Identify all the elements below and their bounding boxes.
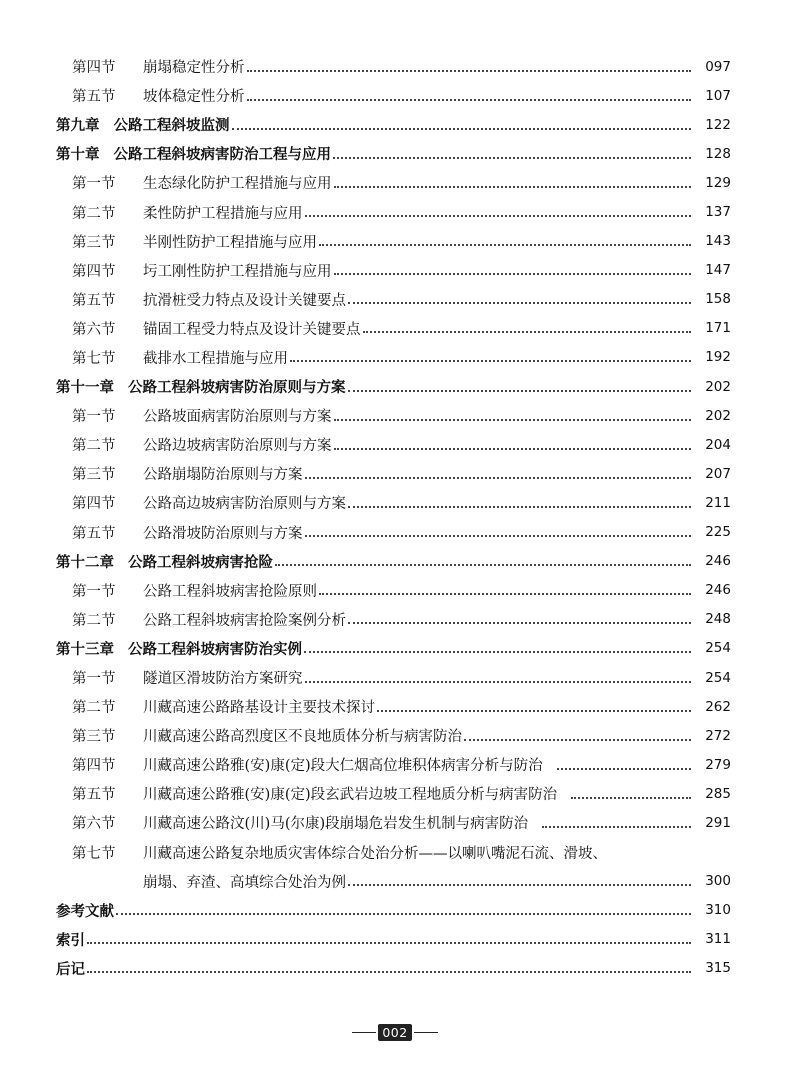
toc-page-number: 147 [705, 262, 731, 279]
toc-entry-title: 川藏高速公路复杂地质灾害体综合处治分析——以喇叭嘴泥石流、滑坡、 [143, 845, 607, 862]
toc-page-number: 129 [705, 174, 731, 191]
toc-dot-leader [305, 535, 692, 537]
toc-dot-leader [304, 651, 691, 653]
page-footer [0, 1024, 790, 1041]
toc-entry-number: 第一节 [72, 176, 116, 193]
toc-entry-number: 第二节 [72, 612, 116, 629]
toc-page-number: 207 [705, 465, 731, 482]
toc-page-number: 171 [705, 320, 731, 337]
toc-dot-leader [334, 419, 692, 421]
toc-entry-title: 公路工程斜坡监测 [113, 118, 230, 135]
toc-dot-leader [348, 622, 691, 624]
toc-section-row [0, 343, 790, 372]
toc-page-number: 279 [705, 756, 731, 773]
toc-page-number: 097 [705, 58, 731, 75]
toc-section-row [0, 779, 790, 808]
toc-entry-title: 公路工程斜坡病害防治实例 [128, 641, 302, 658]
toc-dot-leader [334, 448, 692, 450]
toc-entry-label [72, 231, 317, 252]
toc-entry-label [72, 696, 375, 717]
toc-page-number: 107 [705, 87, 731, 104]
toc-entry-title: 隧道区滑坡防治方案研究 [143, 671, 303, 688]
toc-entry-number: 第六节 [72, 321, 116, 338]
toc-entry-title: 川藏高速公路路基设计主要技术探讨 [143, 700, 375, 717]
toc-page-number: 122 [705, 116, 731, 133]
toc-entry-title: 崩塌、弃渣、高填综合处治为例 [143, 874, 346, 891]
toc-page-number: 291 [705, 814, 731, 831]
toc-dot-leader [557, 768, 691, 770]
toc-dot-leader [464, 739, 691, 741]
toc-entry-title: 公路工程斜坡病害抢险 [128, 554, 273, 571]
toc-entry-label [72, 492, 346, 513]
toc-entry-title: 公路坡面病害防治原则与方案 [143, 409, 332, 426]
toc-chapter-row [0, 139, 790, 168]
toc-section-row [0, 663, 790, 692]
toc-chapter-row [0, 110, 790, 139]
toc-page-number: 202 [705, 378, 731, 395]
toc-entry-label [56, 114, 230, 135]
toc-entry-number: 第十二章 [56, 554, 114, 571]
toc-page-number: 246 [705, 553, 731, 570]
toc-page-number: 300 [705, 873, 731, 890]
toc-dot-leader [571, 797, 691, 799]
toc-entry-number: 第四节 [72, 758, 116, 775]
footer-page-number: 002 [378, 1024, 411, 1041]
toc-entry-title: 截排水工程措施与应用 [143, 350, 288, 367]
toc-section-row [0, 314, 790, 343]
toc-dot-leader [319, 593, 691, 595]
toc-page-number: 285 [705, 785, 731, 802]
toc-entry-number: 第三节 [72, 729, 116, 746]
toc-dot-leader [275, 564, 691, 566]
toc-entry-title: 公路工程斜坡病害防治工程与应用 [113, 147, 331, 164]
toc-section-row [0, 518, 790, 547]
toc-dot-leader [247, 99, 692, 101]
toc-entry-number: 第二节 [72, 205, 116, 222]
toc-page-number: 192 [705, 349, 731, 366]
toc-entry-number: 第四节 [72, 263, 116, 280]
toc-page-number: 128 [705, 145, 731, 162]
toc-dot-leader [305, 215, 692, 217]
toc-entry-number: 第六节 [72, 816, 116, 833]
toc-entry-number: 第七节 [72, 350, 116, 367]
toc-entry-title: 抗滑桩受力特点及设计关键要点 [143, 292, 346, 309]
toc-entry-label [72, 289, 346, 310]
toc-page-number: 246 [705, 582, 731, 599]
toc-entry-title: 川藏高速公路高烈度区不良地质体分析与病害防治 [143, 729, 462, 746]
toc-section-row [0, 838, 790, 867]
toc-dot-leader [87, 942, 691, 944]
toc-entry-number: 第四节 [72, 60, 116, 77]
toc-entry-title: 公路滑坡防治原则与方案 [143, 525, 303, 542]
toc-section-row [0, 401, 790, 430]
footer-rule-left [352, 1032, 376, 1034]
toc-section-row [0, 52, 790, 81]
toc-section-row [0, 750, 790, 779]
toc-entry-title: 柔性防护工程措施与应用 [143, 205, 303, 222]
toc-entry-label [72, 754, 543, 775]
toc-entry-number: 第三节 [72, 467, 116, 484]
toc-entry-label [72, 580, 317, 601]
toc-entry-number: 第七节 [72, 845, 116, 862]
toc-backmatter-row [0, 896, 790, 925]
toc-entry-number: 第十三章 [56, 641, 114, 658]
toc-entry-number: 第九章 [56, 118, 100, 135]
footer-rule-right [414, 1032, 438, 1034]
toc-entry-label [72, 522, 303, 543]
toc-entry-title: 崩塌稳定性分析 [143, 60, 245, 77]
toc-dot-leader [348, 390, 692, 392]
toc-section-row [0, 867, 790, 896]
toc-section-row [0, 168, 790, 197]
toc-entry-label [56, 376, 346, 397]
toc-entry-title: 公路边坡病害防治原则与方案 [143, 438, 332, 455]
toc-dot-leader [232, 128, 692, 130]
toc-entry-title: 公路崩塌防治原则与方案 [143, 467, 303, 484]
toc-entry-label [72, 202, 303, 223]
toc-entry-title: 参考文献 [56, 903, 114, 920]
toc-dot-leader [348, 884, 691, 886]
toc-dot-leader [334, 273, 692, 275]
toc-entry-number: 第三节 [72, 234, 116, 251]
toc-entry-label [72, 667, 303, 688]
toc-entry-number: 第五节 [72, 525, 116, 542]
toc-section-row [0, 459, 790, 488]
toc-entry-title: 公路工程斜坡病害抢险原则 [143, 583, 317, 600]
toc-dot-leader [377, 710, 691, 712]
toc-dot-leader [348, 506, 691, 508]
toc-entry-label [72, 85, 245, 106]
toc-entry-title: 后记 [56, 961, 85, 978]
toc-section-row [0, 430, 790, 459]
toc-page-number: 143 [705, 233, 731, 250]
toc-entry-label [72, 725, 462, 746]
toc-page-number: 272 [705, 727, 731, 744]
toc-entry-label [72, 172, 332, 193]
toc-dot-leader [542, 826, 691, 828]
toc-entry-label [72, 812, 528, 833]
toc-entry-number: 第一节 [72, 583, 116, 600]
toc-entry-title: 生态绿化防护工程措施与应用 [143, 176, 332, 193]
toc-dot-leader [116, 913, 691, 915]
toc-entry-title: 圬工刚性防护工程措施与应用 [143, 263, 332, 280]
toc-entry-title: 川藏高速公路雅(安)康(定)段玄武岩边坡工程地质分析与病害防治 [143, 787, 558, 804]
toc-entry-number: 第十一章 [56, 380, 114, 397]
toc-entry-number: 第一节 [72, 671, 116, 688]
toc-dot-leader [247, 70, 692, 72]
toc-dot-leader [305, 681, 692, 683]
toc-page-number: 310 [705, 902, 731, 919]
toc-backmatter-row [0, 954, 790, 983]
toc-entry-label [56, 958, 85, 979]
toc-section-row [0, 227, 790, 256]
toc-page-number: 262 [705, 698, 731, 715]
toc-section-row [0, 197, 790, 226]
toc-page-number: 204 [705, 436, 731, 453]
toc-entry-label [56, 143, 331, 164]
toc-dot-leader [333, 157, 691, 159]
toc-chapter-row [0, 372, 790, 401]
toc-entry-title: 索引 [56, 932, 85, 949]
toc-section-row [0, 285, 790, 314]
toc-page-number: 315 [705, 960, 731, 977]
toc-entry-label [72, 463, 303, 484]
toc-section-row [0, 721, 790, 750]
toc-entry-title: 川藏高速公路雅(安)康(定)段大仁烟高位堆积体病害分析与防治 [143, 758, 543, 775]
toc-entry-number: 第五节 [72, 787, 116, 804]
toc-dot-leader [319, 244, 691, 246]
toc-entry-title: 半刚性防护工程措施与应用 [143, 234, 317, 251]
toc-entry-label [72, 434, 332, 455]
toc-entry-label [56, 638, 302, 659]
toc-entry-number: 第一节 [72, 409, 116, 426]
toc-dot-leader [334, 186, 692, 188]
toc-page-number: 311 [705, 931, 731, 948]
toc-page-number: 248 [705, 611, 731, 628]
toc-entry-label [72, 405, 332, 426]
toc-dot-leader [363, 331, 692, 333]
toc-section-row [0, 692, 790, 721]
toc-entry-label [72, 842, 607, 863]
toc-entry-label [72, 347, 288, 368]
toc-chapter-row [0, 634, 790, 663]
toc-entry-label [56, 929, 85, 950]
toc-entry-number: 第二节 [72, 438, 116, 455]
toc-section-row [0, 256, 790, 285]
toc-entry-number: 第五节 [72, 89, 116, 106]
toc-entry-number: 第十章 [56, 147, 100, 164]
toc-entry-number: 第四节 [72, 496, 116, 513]
toc-entry-label [72, 56, 245, 77]
toc-dot-leader [348, 302, 691, 304]
toc-page-number: 137 [705, 204, 731, 221]
toc-section-row [0, 81, 790, 110]
toc-entry-title: 川藏高速公路汶(川)马(尔康)段崩塌危岩发生机制与病害防治 [143, 816, 529, 833]
toc-entry-label [72, 783, 557, 804]
toc-entry-label [56, 551, 273, 572]
toc-page-number: 158 [705, 291, 731, 308]
table-of-contents [0, 52, 790, 983]
toc-dot-leader [305, 477, 692, 479]
toc-entry-number: 第二节 [72, 700, 116, 717]
toc-section-row [0, 576, 790, 605]
toc-entry-label [56, 900, 114, 921]
toc-page-number: 225 [705, 524, 731, 541]
toc-page-number: 254 [705, 669, 731, 686]
toc-section-row [0, 808, 790, 837]
toc-page-number: 211 [705, 494, 731, 511]
toc-entry-label [72, 318, 361, 339]
toc-entry-title: 公路高边坡病害防治原则与方案 [143, 496, 346, 513]
toc-dot-leader [290, 360, 691, 362]
toc-entry-label [72, 609, 346, 630]
toc-entry-label [72, 260, 332, 281]
toc-entry-number: 第五节 [72, 292, 116, 309]
toc-entry-title: 公路工程斜坡病害防治原则与方案 [128, 380, 346, 397]
toc-entry-title: 公路工程斜坡病害抢险案例分析 [143, 612, 346, 629]
toc-chapter-row [0, 547, 790, 576]
toc-entry-title: 锚固工程受力特点及设计关键要点 [143, 321, 361, 338]
toc-section-row [0, 605, 790, 634]
toc-section-row [0, 488, 790, 517]
toc-backmatter-row [0, 925, 790, 954]
toc-page-number: 202 [705, 407, 731, 424]
toc-page-number: 254 [705, 640, 731, 657]
toc-entry-label [143, 871, 346, 892]
toc-entry-title: 坡体稳定性分析 [143, 89, 245, 106]
toc-dot-leader [87, 971, 691, 973]
